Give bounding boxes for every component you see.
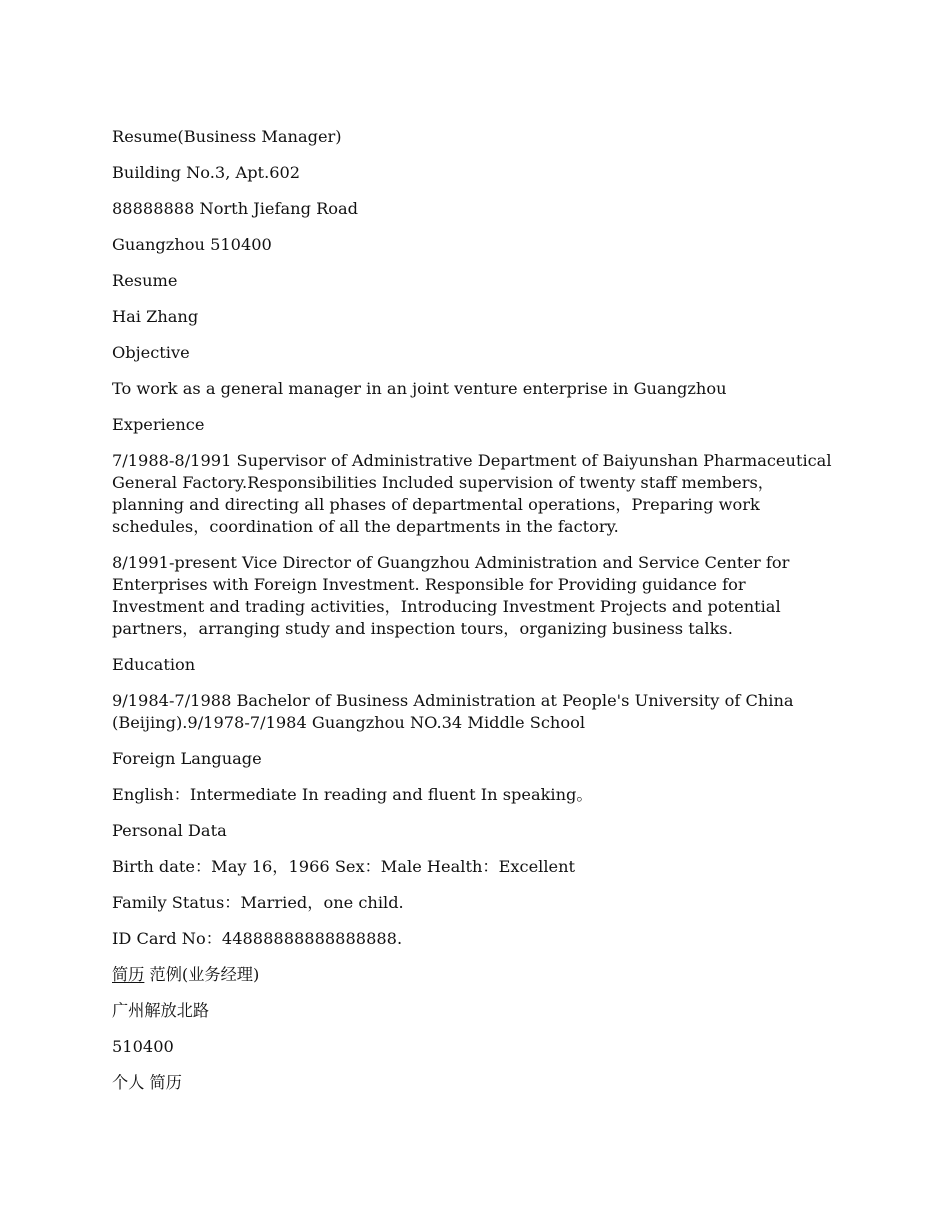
section-heading-personal-data: Personal Data: [112, 821, 227, 840]
personal-data-id-card: ID Card No：44888888888888888.: [112, 929, 403, 948]
section-heading-objective: Objective: [112, 343, 190, 362]
section-heading-foreign-language: Foreign Language: [112, 749, 262, 768]
chinese-address: 广州解放北路: [112, 1001, 210, 1020]
chinese-title-underlined: 简历: [112, 965, 145, 984]
experience-entry-1: 7/1988-8/1991 Supervisor of Administrative Department of Baiyunshan Pharmaceutical General Factory.Responsibilities Included supervision of twenty staff members，planning and directing all phases of departmental operations，Preparing work schedules，coordination of all the departments in the factory.: [112, 451, 832, 536]
objective-text: To work as a general manager in an joint venture enterprise in Guangzhou: [112, 379, 727, 398]
chinese-postcode: 510400: [112, 1037, 174, 1056]
chinese-title: [112, 964, 842, 986]
candidate-name: Hai Zhang: [112, 307, 199, 326]
address-street: 88888888 North Jiefang Road: [112, 199, 359, 218]
section-heading-experience: Experience: [112, 415, 205, 434]
education-text: 9/1984-7/1988 Bachelor of Business Administration at People's University of China (Beijing).9/1978-7/1984 Guangzhou NO.34 Middle School: [112, 691, 794, 732]
chinese-resume-heading: 个人 简历: [112, 1073, 182, 1092]
personal-data-family: Family Status：Married，one child.: [112, 893, 404, 912]
personal-data-birth: Birth date：May 16，1966 Sex：Male Health：Excellent: [112, 857, 576, 876]
address-building: Building No.3, Apt.602: [112, 163, 301, 182]
chinese-title-rest: 范例(业务经理): [144, 965, 260, 984]
section-heading-resume: Resume: [112, 271, 178, 290]
foreign-language-text: English：Intermediate In reading and fluent In speaking。: [112, 785, 593, 804]
address-city: Guangzhou 510400: [112, 235, 272, 254]
document-page: [112, 126, 842, 1108]
section-heading-education: Education: [112, 655, 196, 674]
resume-title: Resume(Business Manager): [112, 127, 342, 146]
experience-entry-2: 8/1991-present Vice Director of Guangzhou Administration and Service Center for Enterprises with Foreign Investment. Responsible for Providing guidance for Investment and trading activities，Introducing Investment Projects and potential partners，arranging study and inspection tours，organizing business talks.: [112, 553, 790, 638]
